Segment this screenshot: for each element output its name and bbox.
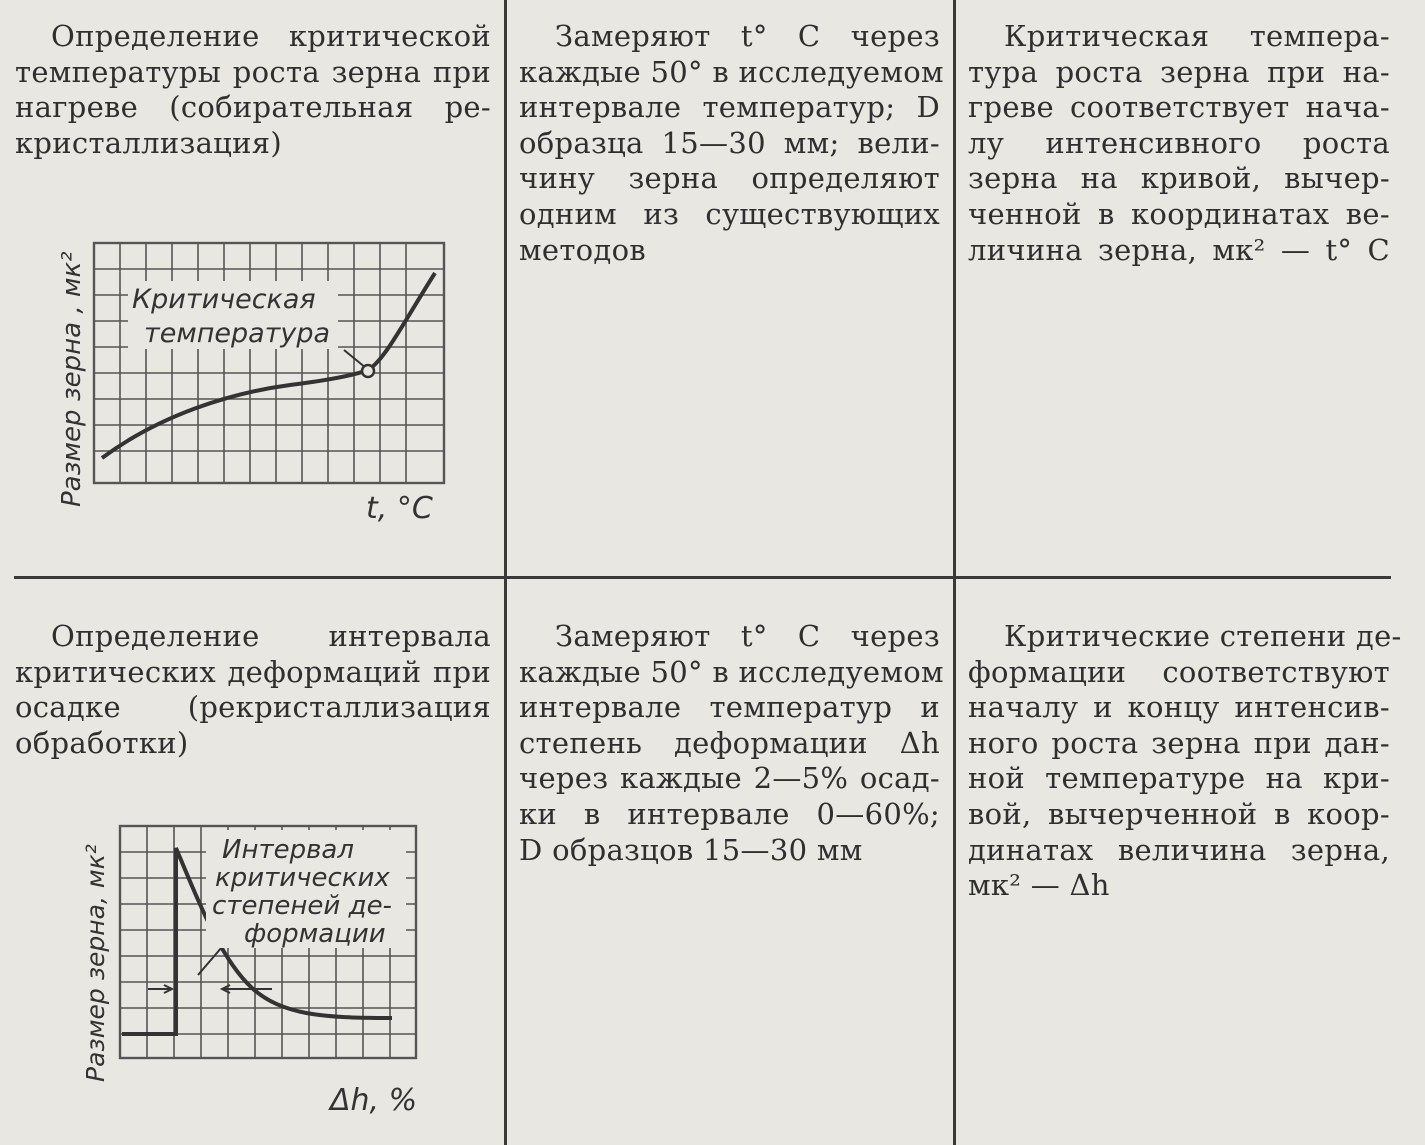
column-divider-1 — [504, 0, 507, 1145]
text-line: Замеряют t° C через — [555, 19, 940, 53]
text-line: температуры роста зерна при — [15, 54, 491, 89]
figure-grid — [94, 243, 444, 483]
text-line: формации соответствуют — [968, 654, 1390, 689]
text-line: тура роста зерна при на- — [968, 54, 1390, 89]
text-line: ного роста зерна при дан- — [968, 725, 1390, 760]
text-line: осадке (рекристаллизация — [15, 690, 491, 725]
text-line: ки в интервале 0—60%; — [519, 796, 940, 831]
row2-col3-text — [968, 619, 1402, 904]
text-line: лу интенсивного роста — [968, 125, 1390, 160]
row2-col2-text — [519, 619, 944, 868]
text-line: Определение критической — [51, 19, 491, 53]
annotation-leader — [344, 350, 366, 368]
y-axis-label: Размер зерна , мк² — [57, 251, 87, 507]
annotation-label: температура — [144, 318, 331, 349]
figure-critical-deformation — [72, 810, 452, 1130]
text-line: Критическая темпера- — [1004, 19, 1390, 53]
critical-point-marker — [362, 365, 374, 377]
annotation-label: Интервал — [222, 835, 354, 865]
text-line: методов — [519, 232, 646, 267]
text-line: каждые 50° в исследуемом — [519, 654, 944, 689]
row1-col3-text — [968, 19, 1390, 268]
row2-col1-text — [15, 619, 491, 761]
text-line: критических деформаций при — [15, 654, 491, 689]
text-line: зерна на кривой, вычер- — [968, 161, 1390, 196]
text-line: D образцов 15—30 мм — [519, 832, 863, 867]
text-line: каждые 50° в исследуемом — [519, 54, 944, 89]
text-line: Определение интервала — [51, 619, 491, 653]
figure-critical-temperature — [50, 225, 470, 530]
row1-col2-text — [519, 19, 944, 268]
row-divider — [14, 576, 1391, 579]
annotation-label: критических — [215, 863, 390, 893]
text-line: вой, вычерченной в коор- — [968, 796, 1390, 831]
column-divider-2 — [953, 0, 956, 1145]
text-line: чину зерна определяют — [519, 161, 940, 196]
text-line: образца 15—30 мм; вели- — [519, 125, 940, 160]
text-line: интервале температур и — [519, 690, 940, 725]
annotation-label: степеней де- — [212, 891, 392, 921]
text-line: Критические степени де- — [1004, 619, 1402, 653]
text-line: ной температуре на кри- — [968, 761, 1390, 796]
text-line: ченной в координатах ве- — [968, 196, 1390, 231]
x-axis-label: t, °C — [366, 491, 433, 526]
text-line: одним из существующих — [519, 196, 940, 231]
text-line: мк² — Δh — [968, 868, 1110, 903]
text-line: динатах величина зерна, — [968, 832, 1390, 867]
text-line: личина зерна, мк² — t° C — [968, 232, 1390, 267]
y-axis-label: Размер зерна, мк² — [81, 844, 110, 1082]
text-line: кристаллизация) — [15, 125, 282, 160]
annotation-label: формации — [244, 919, 386, 949]
text-line: Замеряют t° C через — [555, 619, 940, 653]
text-line: интервале температур; D — [519, 90, 940, 125]
text-line: нагреве (собирательная ре- — [15, 90, 491, 125]
text-line: степень деформации Δh — [519, 725, 940, 760]
annotation-label: Критическая — [132, 284, 316, 315]
text-line: через каждые 2—5% осад- — [519, 761, 940, 796]
x-axis-label: Δh, % — [330, 1083, 418, 1118]
text-line: началу и концу интенсив- — [968, 690, 1390, 725]
row1-col1-text — [15, 19, 491, 161]
text-line: греве соответствует нача- — [968, 90, 1390, 125]
text-line: обработки) — [15, 725, 189, 760]
